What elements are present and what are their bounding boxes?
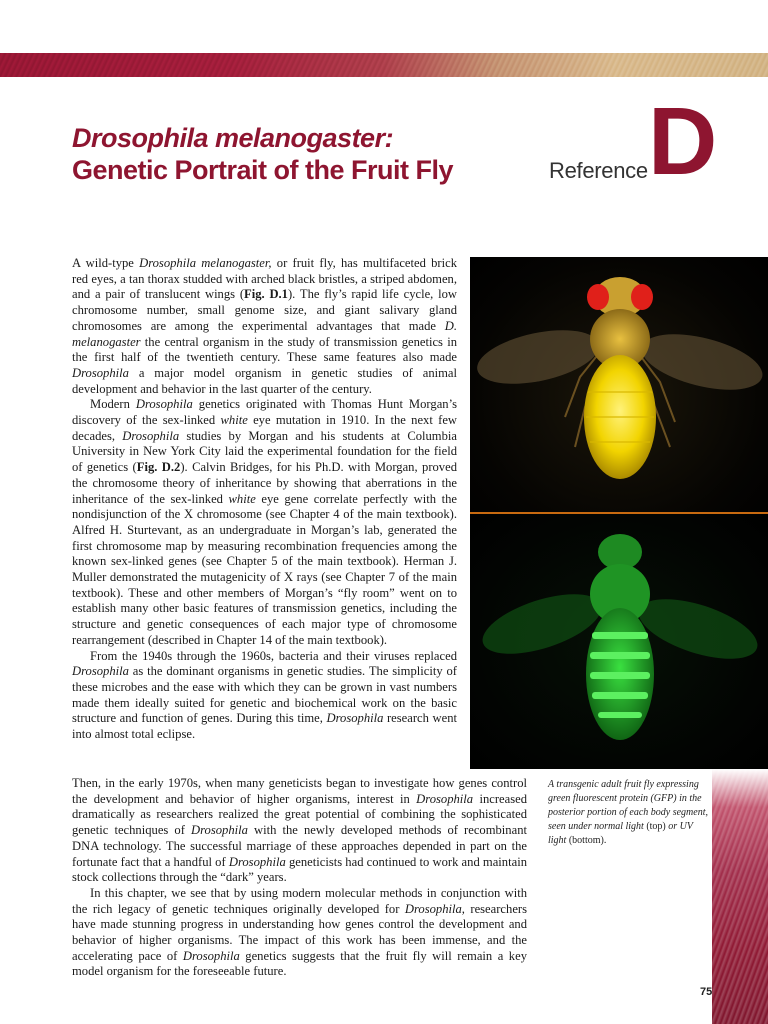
text-run: (bottom). [568, 835, 607, 846]
text-run: with the newly developed methods of recombinant DNA technology. The successful marriage of these approaches depended in part on the fortunate fact that a handful of [72, 823, 527, 869]
text-run: A transgenic adult fruit fly expressing green fluorescent protein (GFP) in the posterior portion of each body segment, seen under normal light [548, 779, 708, 832]
text-run: Drosophila [72, 664, 129, 679]
fly-normal-light-illustration [470, 257, 768, 512]
text-run: Drosophila [135, 397, 193, 412]
text-run: white [220, 413, 248, 428]
text-run: Fig. D.2 [136, 460, 181, 475]
text-run: A wild-type [72, 256, 140, 270]
text-run: Drosophila [326, 711, 384, 726]
text-run: Modern [90, 397, 136, 412]
text-run: Drosophila [228, 854, 286, 869]
text-run: Drosophila [122, 428, 180, 443]
fly-uv-light-illustration [470, 514, 768, 769]
text-run: Drosophila [72, 365, 129, 380]
text-run: studies by Morgan and his students at Columbia University in New York City laid the experimental foundation for the field of genetics ( [72, 428, 457, 475]
reference-label: Reference [549, 158, 648, 183]
page-number: 75 [700, 986, 713, 998]
body-text-wide [72, 776, 527, 980]
text-run: Drosophila [416, 791, 474, 806]
text-run: as the dominant organisms in genetic studies. The simplicity of these microbes and the ease with which they can be grown in vast numbers made them ideally suited for genetic and biochemical work on the basic structure and function of genes. During this time, [72, 664, 457, 726]
page-title [72, 122, 532, 186]
text-run: Fig. D.1 [244, 287, 288, 302]
side-decorative-band [712, 769, 768, 1024]
text-run: or UV light [548, 821, 693, 846]
paragraph-2 [72, 397, 457, 648]
text-run: ). Calvin Bridges, for his Ph.D. with Morgan, proved the chromosome theory of inheritance by showing that aberrations in the inheritance of the sex-linked [72, 460, 457, 506]
text-run: the central organism in the study of transmission genetics in the first half of the twentieth century. These same features also made [72, 334, 457, 365]
text-run: a major model organism in genetic studies of animal development and behavior in the last quarter of the century. [72, 365, 457, 396]
top-decorative-band [0, 53, 768, 77]
text-run: Drosophila [182, 948, 240, 963]
text-run: eye mutation in 1910. In the next few decades, [72, 413, 458, 443]
fly-uv-light-photo [470, 514, 768, 769]
figure-caption [548, 778, 708, 848]
body-text-column [72, 256, 457, 743]
paragraph-1 [72, 256, 457, 397]
text-run: ). The fly’s rapid life cycle, low chromosome number, small genome size, and giant salivary gland chromosomes are among the experimental advantages that made [72, 287, 457, 333]
text-run: Drosophila melanogaster, [139, 256, 272, 270]
paragraph-3 [72, 649, 457, 743]
text-run: eye gene correlate perfectly with the nondisjunction of the X chromosome (see Chapter 4 of the main textbook). Alfred H. Sturtevant, as an undergraduate in Morgan’s lab, generated the first chromosome map by measuring recombination frequencies among the known sex-linked genes (see Chapter 5 of the main textbook). Herman J. Muller demonstrated the mutagenicity of X rays (see Chapter 7 of the main textbook). These and other members of Morgan’s “fly room” went on to establish many other basic features of transmission genetics, including the structure and genetic consequences of each major type of chromosome rearrangement (described in Chapter 14 of the main textbook). [72, 491, 457, 647]
text-run: Then, in the early 1970s, when many geneticists began to investigate how genes control the development and behavior of higher organisms, interest in [72, 776, 527, 806]
text-run: D. melanogaster [72, 318, 457, 349]
reference-letter: D [648, 88, 718, 195]
fly-normal-light-photo [470, 257, 768, 512]
paragraph-3-continued [72, 776, 527, 886]
text-run: genetics originated with Thomas Hunt Morgan’s discovery of the sex-linked [72, 397, 457, 428]
title-line-1: Drosophila melanogaster: [72, 123, 394, 153]
text-run: In this chapter, we see that by using modern molecular methods in conjunction with the rich legacy of genetic techniques originally developed for [72, 885, 527, 916]
text-run: increased dramatically as researchers realized the great potential of combining the sophisticated genetic techniques of [72, 791, 528, 838]
text-run: genetics suggests that the fruit fly will remain a key model organism for the foreseeable future. [72, 948, 527, 979]
text-run: research went into almost total eclipse. [72, 711, 457, 742]
title-line-2: Genetic Portrait of the Fruit Fly [72, 155, 454, 185]
text-run: (top) [646, 821, 666, 832]
text-run: researchers have made stunning progress in understanding how genes control the development and behavior of higher organisms. The impact of this work has been immense, and the accelerating pace of [72, 901, 528, 963]
paragraph-4 [72, 886, 527, 980]
text-run: From the 1940s through the 1960s, bacteria and their viruses replaced [90, 648, 457, 663]
text-run: geneticists had continued to work and maintain stock collections through the “dark” years. [72, 854, 527, 885]
text-run: Drosophila [191, 823, 248, 838]
text-run: Drosophila, [404, 901, 465, 916]
text-run: or fruit fly, has multifaceted brick red eyes, a tan thorax studded with arched black bristles, a striped abdomen, and a pair of translucent wings ( [72, 256, 457, 302]
text-run: white [228, 491, 256, 506]
fruit-fly-figure [470, 257, 768, 769]
